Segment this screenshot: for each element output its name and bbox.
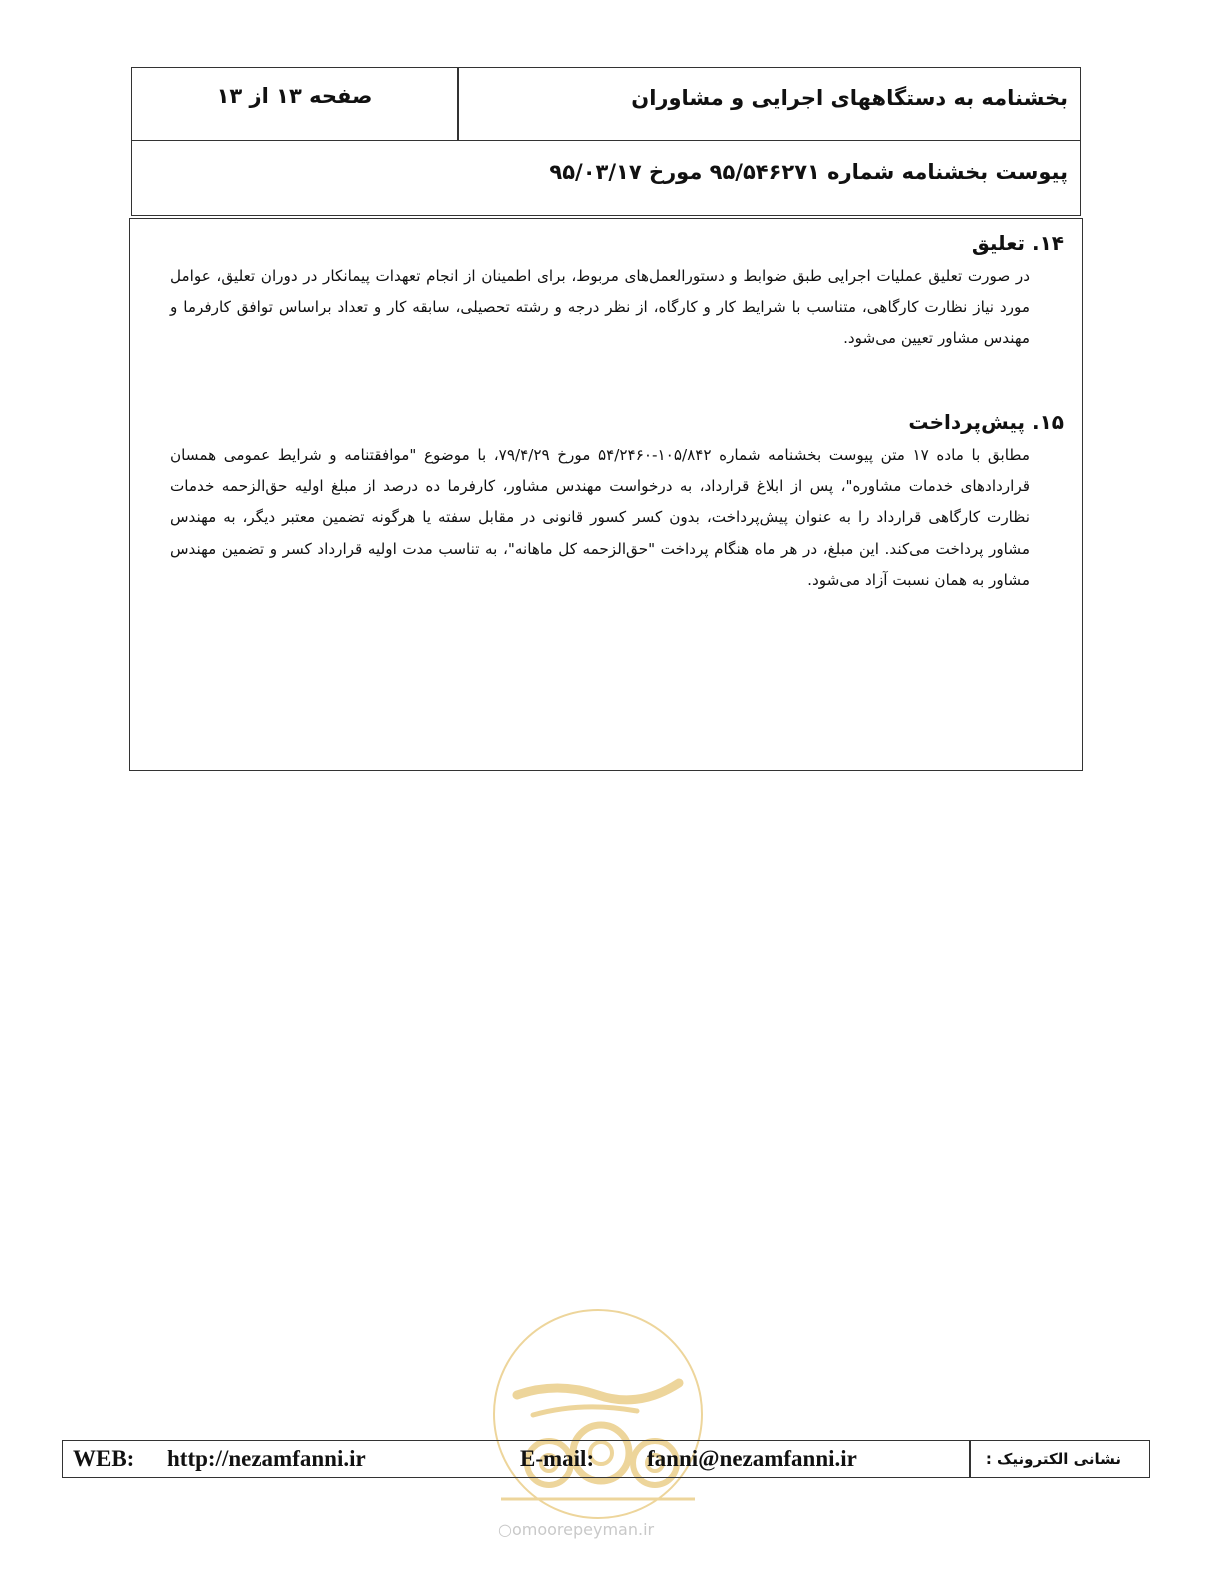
footer-divider xyxy=(969,1441,971,1477)
header-subtitle: پیوست بخشنامه شماره ۹۵/۵۴۶۲۷۱ مورخ ۹۵/۰۳/۱۷ xyxy=(549,160,1068,184)
header-title: بخشنامه به دستگاههای اجرایی و مشاوران xyxy=(631,86,1068,110)
header-row xyxy=(132,68,1080,141)
header-divider xyxy=(457,68,459,141)
section-heading: ۱۴. تعلیق xyxy=(971,231,1064,255)
watermark-site xyxy=(498,1520,654,1539)
watermark-emblem xyxy=(494,1310,702,1518)
globe-icon: ○ xyxy=(498,1520,512,1539)
web-link[interactable]: http://nezamfanni.ir xyxy=(167,1446,366,1471)
section-body: در صورت تعلیق عملیات اجرایی طبق ضوابط و دستورالعمل‌های مربوط، برای اطمینان از انجام تعهدات پیمانکار در دوران تعلیق، عوامل مورد نیاز نظارت کارگاهی، متناسب با شرایط کار و کارگاه، از نظر درجه و رشته تحصیلی، سابقه کار و تعداد براساس توافق کارفرما و مهندس مشاور تعیین می‌شود. xyxy=(170,267,1030,348)
section-suspension xyxy=(170,231,1064,355)
content-box xyxy=(129,218,1083,771)
section-heading: ۱۵. پیش‌پرداخت xyxy=(908,410,1064,434)
email-label: E-mail: xyxy=(520,1446,595,1471)
section-prepayment xyxy=(170,410,1064,596)
watermark-site-text: omoorepeyman.ir xyxy=(511,1520,655,1539)
web-label: WEB: xyxy=(73,1446,135,1471)
email-link[interactable]: fanni@nezamfanni.ir xyxy=(647,1446,857,1471)
header-table xyxy=(131,67,1081,216)
address-label: نشانی الکترونیک : xyxy=(985,1450,1121,1468)
footer-table xyxy=(62,1440,1150,1478)
watermark-logo xyxy=(487,1303,709,1525)
section-body: مطابق با ماده ۱۷ متن پیوست بخشنامه شماره ۱۰۵/۸۴۲-۵۴/۲۴۶۰ مورخ ۷۹/۴/۲۹، با موضوع "موافقتنامه و شرایط عمومی همسان قراردادهای خدمات مشاوره"، پس از ابلاغ قرارداد، به درخواست مهندس مشاور، کارفرما ده درصد از مبلغ اولیه حق‌الزحمه خدمات نظارت کارگاهی قرارداد را به عنوان پیش‌پرداخت، بدون کسر کسور قانونی در مقابل سفته یا هرگونه تضمین معتبر دیگر، به مهندس مشاور پرداخت می‌کند. این مبلغ، در هر ماه هنگام پرداخت "حق‌الزحمه کل ماهانه"، به تناسب مدت اولیه قرارداد کسر و تضمین مهندس مشاور به همان نسبت آزاد می‌شود. xyxy=(170,446,1030,589)
page-number: صفحه ۱۳ از ۱۳ xyxy=(216,84,373,108)
